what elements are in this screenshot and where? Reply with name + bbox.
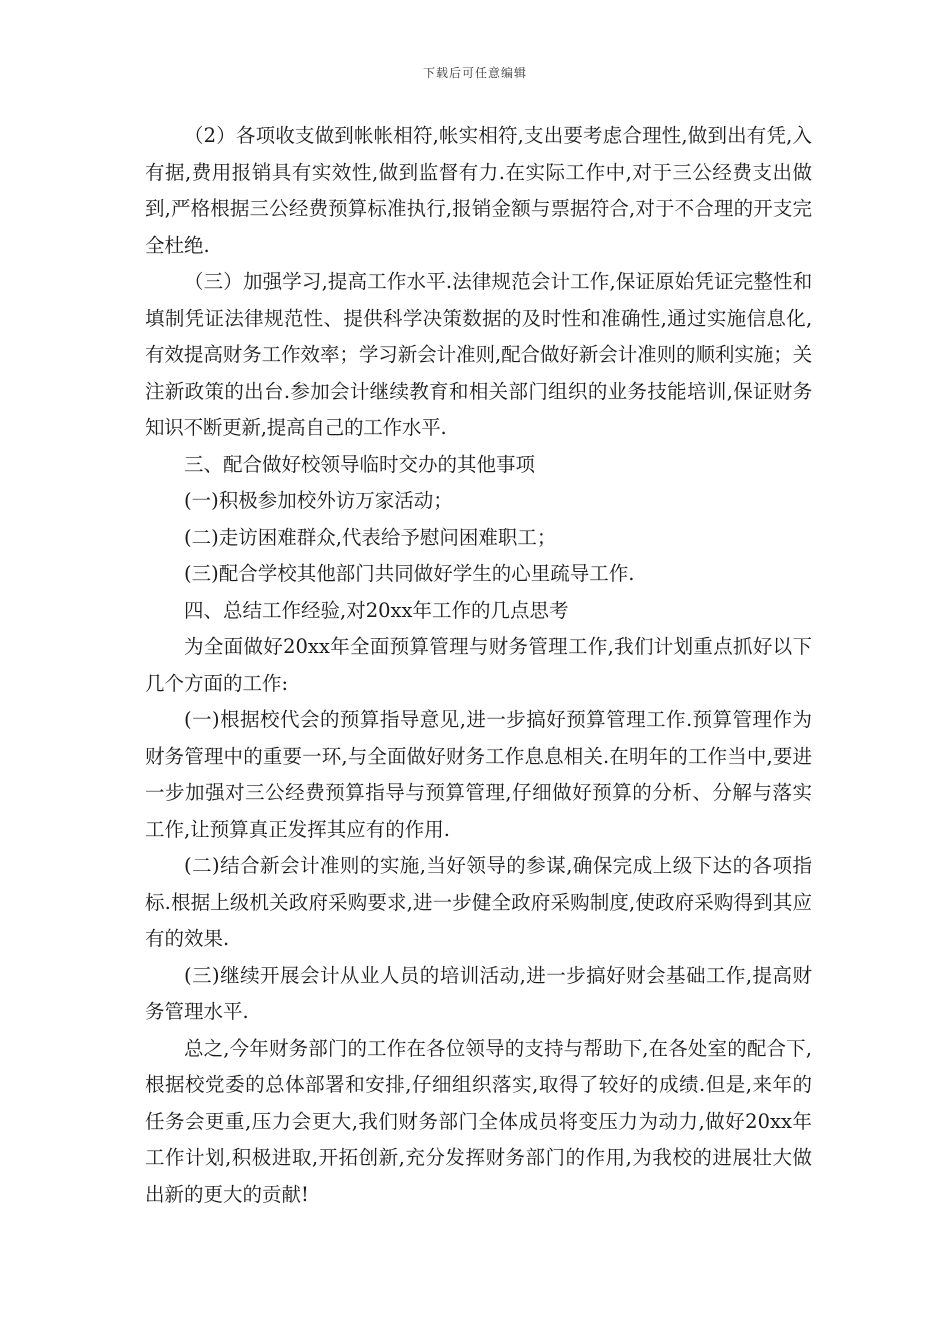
document-body — [145, 118, 812, 1213]
paragraph-plan-intro: 为全面做好20xx年全面预算管理与财务管理工作,我们计划重点抓好以下几个方面的工作: — [145, 635, 812, 695]
list-item-visit-families: (一)积极参加校外访万家活动； — [184, 489, 453, 512]
page-header-note: 下载后可任意编辑 — [422, 66, 527, 80]
list-item-visit-needy: (二)走访困难群众,代表给予慰问困难职工； — [184, 525, 557, 549]
paragraph-budget-management: (一)根据校代会的预算指导意见,进一步搞好预算管理工作.预算管理作为财务管理中的重要一环,与全面做好财务工作息息相关.在明年的工作当中,要进一步加强对三公经费预算指导与预算管理,仔细做好预算的分析、分解与落实工作,让预算真正发挥其应有的作用. — [145, 708, 812, 841]
paragraph-new-standards: (二)结合新会计准则的实施,当好领导的参谋,确保完成上级下达的各项指标.根据上级机关政府采购要求,进一步健全政府采购制度,使政府采购得到其应有的效果. — [145, 854, 812, 950]
section-heading-three: 三、配合做好校领导临时交办的其他事项 — [184, 452, 536, 476]
section-heading-four: 四、总结工作经验,对20xx年工作的几点思考 — [184, 598, 569, 622]
paragraph-expense-control: （2）各项收支做到帐帐相符,帐实相符,支出要考虑合理性,做到出有凭,入有据,费用报销具有实效性,做到监督有力.在实际工作中,对于三公经费支出做到,严格根据三公经费预算标准执行,报销金额与票据符合,对于不合理的开支完全杜绝. — [145, 124, 812, 257]
paragraph-strengthen-learning: （三）加强学习,提高工作水平.法律规范会计工作,保证原始凭证完整性和填制凭证法律规范性、提供科学决策数据的及时性和准确性,通过实施信息化,有效提高财务工作效率；学习新会计准则,配合做好新会计准则的顺利实施；关注新政策的出台.参加会计继续教育和相关部门组织的业务技能培训,保证财务知识不断更新,提高自己的工作水平. — [145, 270, 812, 439]
list-item-counseling: (三)配合学校其他部门共同做好学生的心里疏导工作. — [184, 562, 635, 585]
paragraph-conclusion: 总之,今年财务部门的工作在各位领导的支持与帮助下,在各处室的配合下,根据校党委的总体部署和安排,仔细组织落实,取得了较好的成绩.但是,来年的任务会更重,压力会更大,我们财务部门全体成员将变压力为动力,做好20xx年工作计划,积极进取,开拓创新,充分发挥财务部门的作用,为我校的进展壮大做出新的更大的贡献! — [145, 1036, 812, 1206]
paragraph-staff-training: (三)继续开展会计从业人员的培训活动,进一步搞好财会基础工作,提高财务管理水平. — [145, 963, 812, 1023]
